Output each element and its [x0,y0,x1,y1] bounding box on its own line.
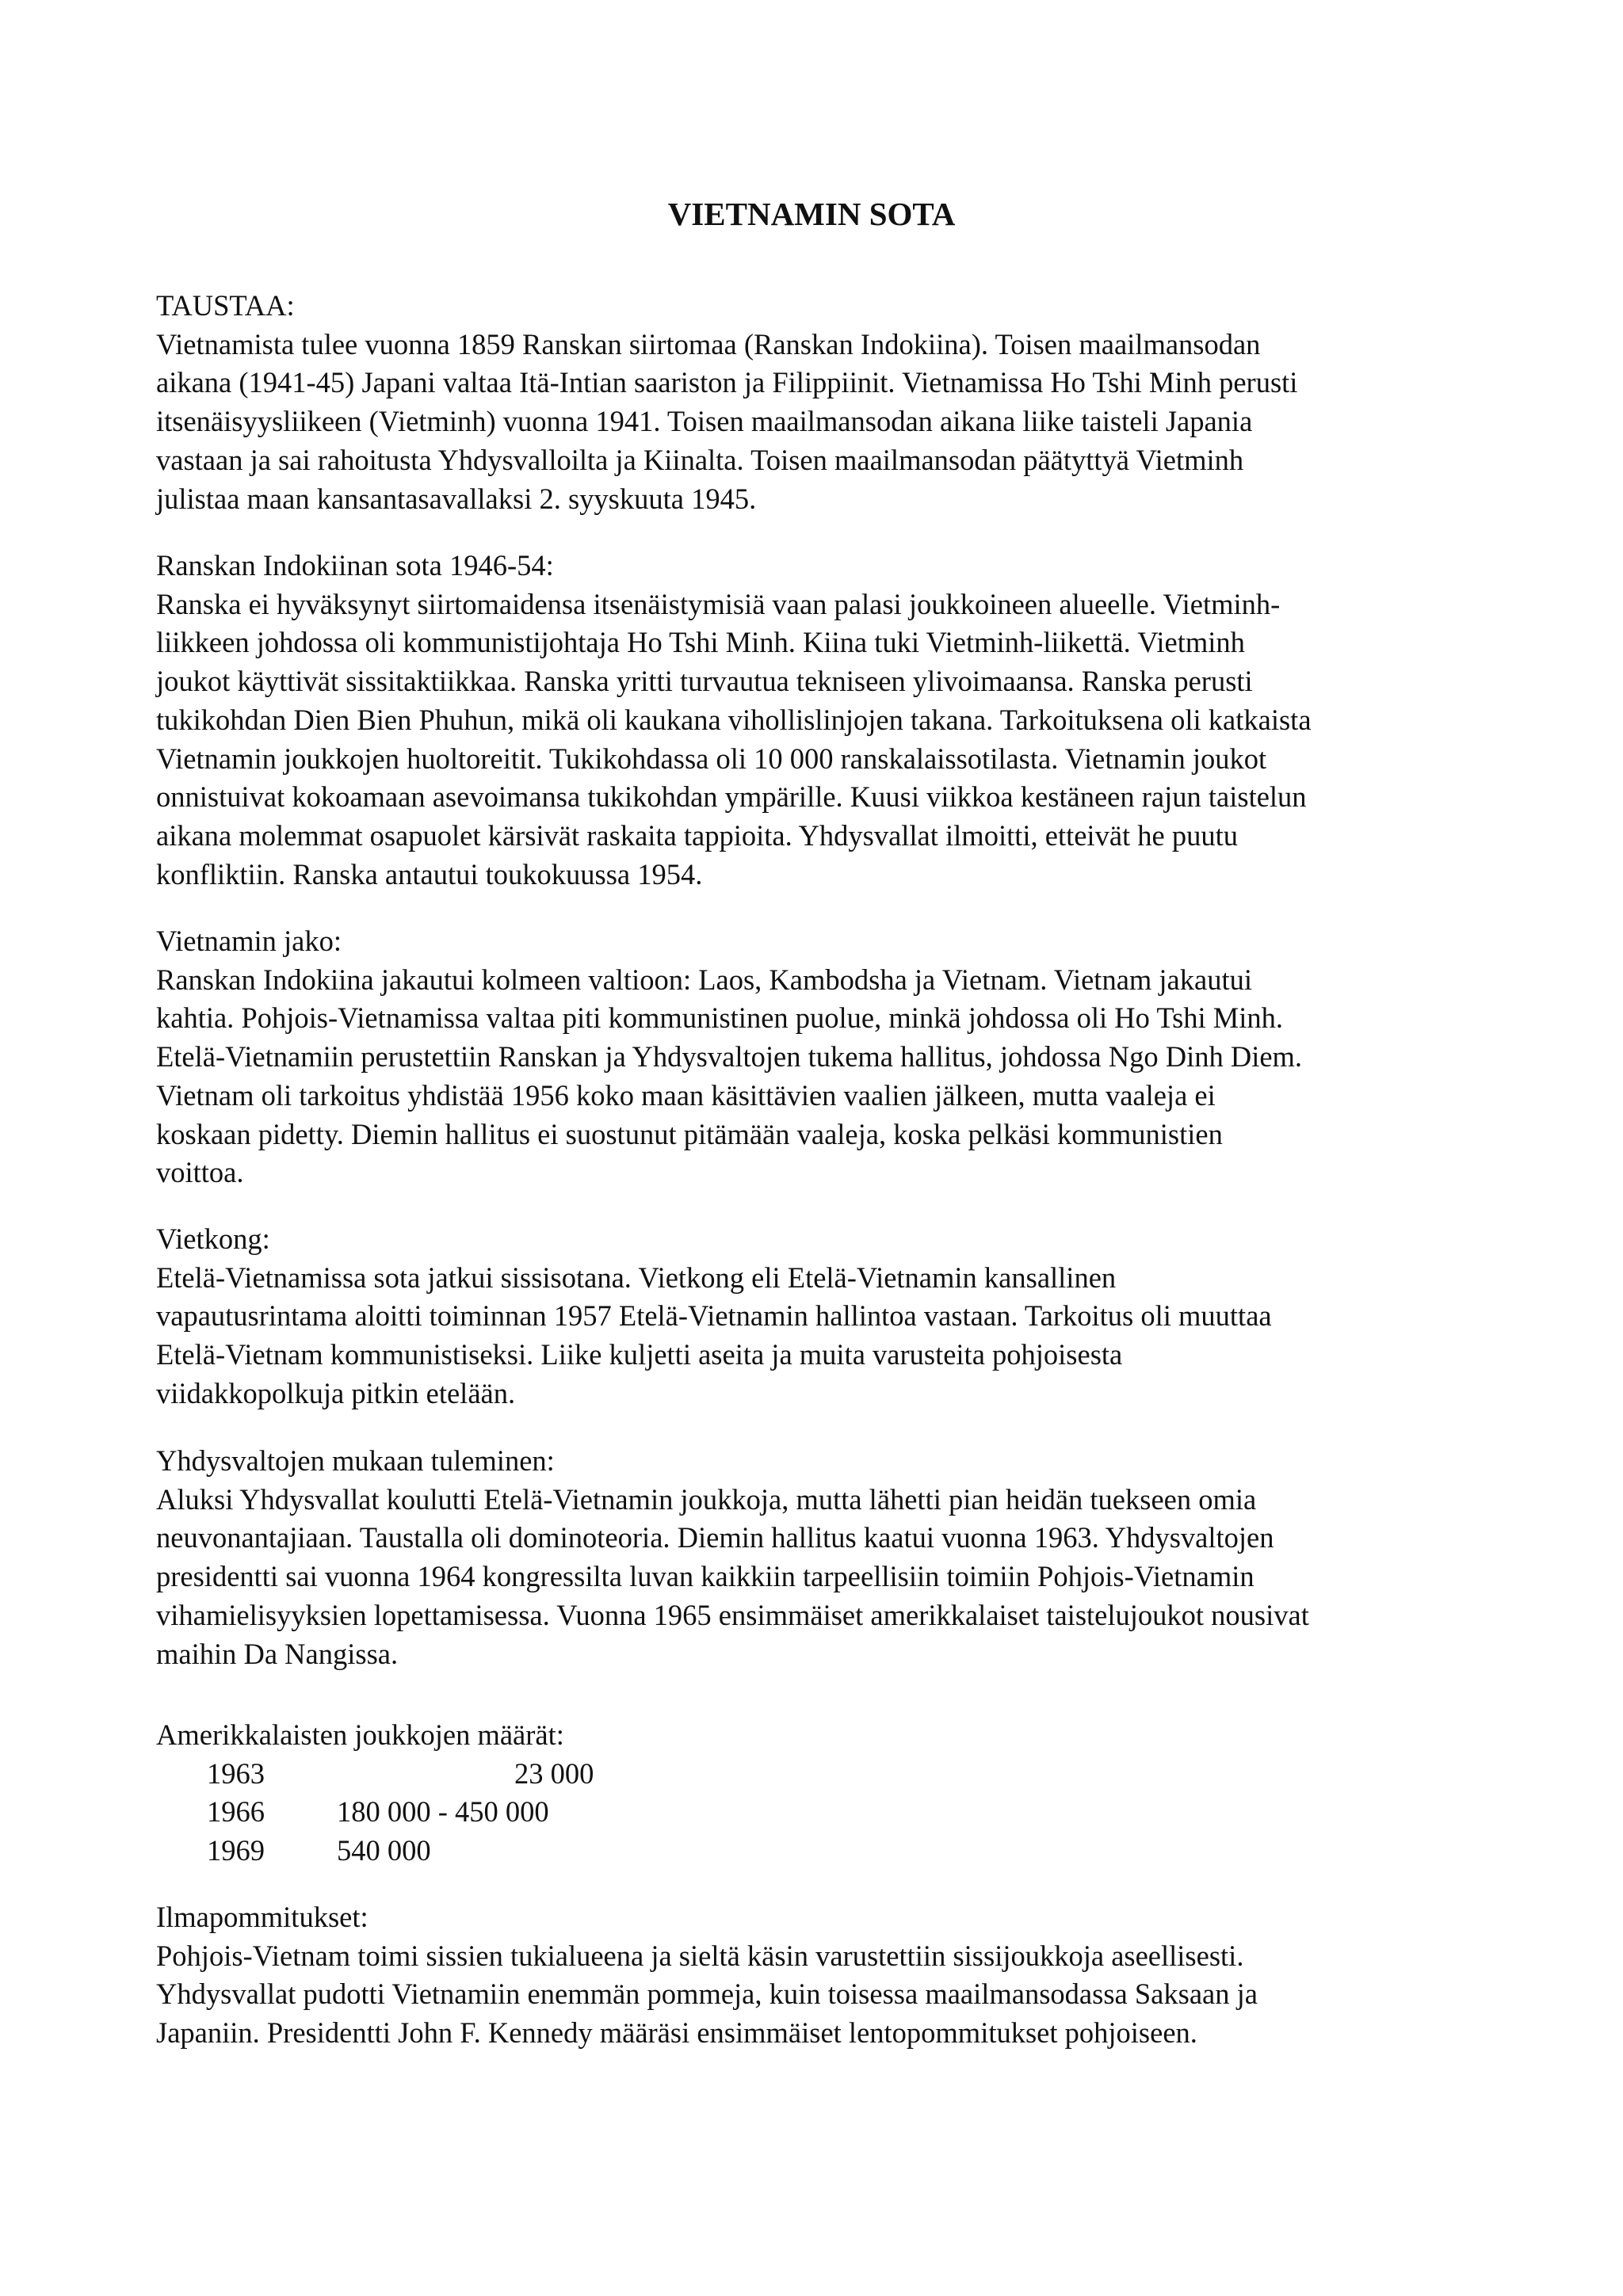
paragraph-line: aikana (1941-45) Japani valtaa Itä-Intian saariston ja Filippiinit. Vietnamissa Ho Tshi Minh perusti [156,366,1298,399]
section-ilmapommitukset [156,1898,1487,2053]
section-heading: TAUSTAA: [156,289,295,322]
page-title: VIETNAMIN SOTA [667,196,956,232]
paragraph-line: Ranska ei hyväksynyt siirtomaidensa itsenäistymisiä vaan palasi joukkoineen alueelle. Vietminh- [156,587,1281,620]
paragraph-line: Pohjois-Vietnam toimi sissien tukialueena ja sieltä käsin varustettiin sissijoukkoja aseellisesti. [156,1939,1244,1972]
troop-count: 180 000 - 450 000 [337,1795,549,1829]
section-heading: Vietnamin jako: [156,925,342,957]
paragraph-line: aikana molemmat osapuolet kärsivät raskaita tappioita. Yhdysvallat ilmoitti, etteivät he puutu [156,818,1239,852]
paragraph-line: koskaan pidetty. Diemin hallitus ei suostunut pitämään vaaleja, koska pelkäsi kommunistien [156,1117,1223,1150]
paragraph-line: julistaa maan kansantasavallaksi 2. syyskuuta 1945. [156,482,757,515]
paragraph-line: Vietnam oli tarkoitus yhdistää 1956 koko maan käsittävien vaalien jälkeen, mutta vaaleja ei [156,1078,1216,1112]
section-indokiinan-sota [156,547,1487,894]
section-heading: Ranskan Indokiinan sota 1946-54: [156,549,554,582]
troop-year: 1963 [207,1756,265,1790]
paragraph-line: Etelä-Vietnamissa sota jatkui sissisotana. Vietkong eli Etelä-Vietnamin kansallinen [156,1261,1117,1294]
paragraph-line: Vietnamista tulee vuonna 1859 Ranskan siirtomaa (Ranskan Indokiina). Toisen maailmansodan [156,327,1261,360]
section-heading: Yhdysvaltojen mukaan tuleminen: [156,1444,555,1477]
paragraph-line: presidentti sai vuonna 1964 kongressilta luvan kaikkiin tarpeellisiin toimiin Pohjois-Vietnamin [156,1560,1254,1593]
paragraph-line: liikkeen johdossa oli kommunistijohtaja Ho Tshi Minh. Kiina tuki Vietminh-liikettä. Vietminh [156,626,1245,659]
troop-row [156,1793,790,1832]
troop-count: 23 000 [514,1756,594,1790]
paragraph-line: vihamielisyyksien lopettamisessa. Vuonna 1965 ensimmäiset amerikkalaiset taistelujoukot nousivat [156,1598,1309,1631]
paragraph-line: konfliktiin. Ranska antautui toukokuussa 1954. [156,857,703,891]
troop-year: 1969 [207,1834,265,1867]
troop-heading-text: Amerikkalaisten joukkojen määrät: [156,1718,564,1751]
paragraph-line: neuvonantajiaan. Taustalla oli dominoteoria. Diemin hallitus kaatui vuonna 1963. Yhdysvaltojen [156,1521,1274,1554]
section-taustaa [156,287,1487,518]
section-yhdysvallat [156,1442,1487,1673]
section-vietkong [156,1220,1487,1413]
section-vietnamin-jako [156,922,1487,1192]
paragraph-line: Vietnamin joukkojen huoltoreitit. Tukikohdassa oli 10 000 ranskalaissotilasta. Vietnamin joukot [156,742,1267,775]
paragraph-line: Ranskan Indokiina jakautui kolmeen valtioon: Laos, Kambodsha ja Vietnam. Vietnam jakautui [156,963,1252,996]
paragraph-line: kahtia. Pohjois-Vietnamissa valtaa piti kommunistinen puolue, minkä johdossa oli Ho Tshi Minh. [156,1001,1284,1035]
paragraph-line: Aluksi Yhdysvallat koulutti Etelä-Vietnamin joukkoja, mutta lähetti pian heidän tuekseen omia [156,1482,1257,1516]
troop-row [156,1832,790,1871]
section-heading: Ilmapommitukset: [156,1901,369,1933]
paragraph-line: Etelä-Vietnam kommunistiseksi. Liike kuljetti aseita ja muita varusteita pohjoisesta [156,1338,1123,1371]
troop-year: 1966 [207,1795,265,1829]
paragraph-line: maihin Da Nangissa. [156,1637,399,1670]
paragraph-line: Japaniin. Presidentti John F. Kennedy määräsi ensimmäiset lentopommitukset pohjoiseen. [156,2016,1197,2050]
paragraph-line: onnistuivat kokoamaan asevoimansa tukikohdan ympärille. Kuusi viikkoa kestäneen rajun taistelun [156,780,1307,814]
troop-count: 540 000 [337,1834,431,1867]
paragraph-line: vastaan ja sai rahoitusta Yhdysvalloilta ja Kiinalta. Toisen maailmansodan päätyttyä Vietminh [156,443,1244,476]
paragraph-line: Yhdysvallat pudotti Vietnamiin enemmän pommeja, kuin toisessa maailmansodassa Saksaan ja [156,1978,1258,2011]
paragraph-line: itsenäisyysliikeen (Vietminh) vuonna 1941. Toisen maailmansodan aikana liike taisteli Japania [156,405,1253,438]
paragraph-line: voittoa. [156,1156,244,1189]
paragraph-line: viidakkopolkuja pitkin etelään. [156,1376,516,1409]
troop-heading [156,1716,790,1755]
troop-numbers [156,1716,790,1871]
paragraph-line: Etelä-Vietnamiin perustettiin Ranskan ja Yhdysvaltojen tukema hallitus, johdossa Ngo Dinh Diem. [156,1040,1303,1074]
troop-row [156,1755,790,1794]
section-heading: Vietkong: [156,1222,270,1255]
paragraph-line: tukikohdan Dien Bien Phuhun, mikä oli kaukana vihollislinjojen takana. Tarkoituksena oli katkaista [156,703,1312,736]
paragraph-line: vapautusrintama aloitti toiminnan 1957 Etelä-Vietnamin hallintoa vastaan. Tarkoitus oli muuttaa [156,1299,1272,1333]
paragraph-line: joukot käyttivät sissitaktiikkaa. Ranska yritti turvautua tekniseen ylivoimaansa. Ranska perusti [156,665,1253,698]
